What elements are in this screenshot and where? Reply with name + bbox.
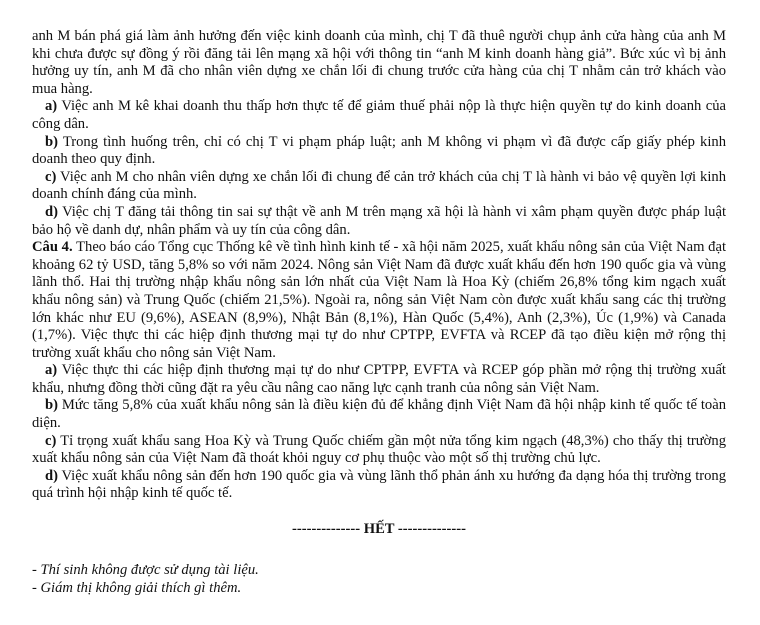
statement-label: a) [45, 98, 58, 115]
statement-text: Việc anh M kê khai doanh thu thấp hơn thực tế để giảm thuế phải nộp là thực hiện quyền tự do kinh doanh của công dân. [32, 98, 726, 132]
statement-label: a) [45, 362, 58, 379]
question-4-passage [32, 239, 726, 362]
question-4-statement-a [32, 362, 726, 397]
statement-text: Việc xuất khẩu nông sản đến hơn 190 quốc gia và vùng lãnh thổ phản ánh xu hướng đa dạng hóa thị trường trong quá trình hội nhập kinh tế quốc tế. [32, 467, 726, 502]
exam-notes [32, 561, 726, 597]
question-4-label: Câu 4. [32, 239, 73, 256]
question-3-statement-d [32, 204, 726, 239]
statement-text: Việc anh M cho nhân viên dựng xe chắn lối đi chung để cản trở khách của chị T là hành vi bảo vệ quyền lợi kinh doanh chính đáng của mình. [32, 168, 726, 203]
note-item: - Thí sinh không được sử dụng tài liệu. [32, 561, 259, 578]
statement-text: Tỉ trọng xuất khẩu sang Hoa Kỳ và Trung Quốc chiếm gần một nửa tổng kim ngạch (48,3%) cho thấy thị trường xuất khẩu nông sản của Việt Nam đã thoát khỏi nguy cơ phụ thuộc vào một số thị trường chủ lực. [32, 432, 726, 467]
statement-text: Mức tăng 5,8% của xuất khẩu nông sản là điều kiện đủ để khẳng định Việt Nam đã hội nhập kinh tế quốc tế toàn diện. [32, 397, 726, 432]
question-3-statement-b [32, 134, 726, 169]
statement-label: c) [45, 432, 57, 449]
statement-label: d) [45, 203, 58, 220]
question-4-text: Theo báo cáo Tổng cục Thống kê về tình hình kinh tế - xã hội năm 2025, xuất khẩu nông sản của Việt Nam đạt khoảng 62 tỷ USD, tăng 5,8% so với năm 2024. Nông sản Việt Nam đã được xuất khẩu đến hơn 190 quốc gia và vùng lãnh thổ. Hai thị trường nhập khẩu nông sản lớn nhất của Việt Nam là Hoa Kỳ (chiếm 26,8% tổng kim ngạch xuất khẩu nông sản) và Trung Quốc (chiếm 21,5%). Ngoài ra, nông sản Việt Nam còn được xuất khẩu sang các thị trường lớn khác như EU (9,6%), ASEAN (8,9%), Nhật Bản (8,1%), Hàn Quốc (5,4%), Anh (2,3%), Úc (1,9%) và Canada (1,7%). Việc thực thi các hiệp định thương mại tự do như CPTPP, EVFTA và RCEP đã tạo điều kiện mở rộng thị trường xuất khẩu cho nông sản Việt Nam. [32, 239, 727, 361]
statement-text: Việc chị T đăng tải thông tin sai sự thật về anh M trên mạng xã hội là hành vi xâm phạm quyền được pháp luật bảo hộ về danh dự, nhân phẩm và uy tín của công dân. [32, 203, 726, 238]
question-4-statement-c [32, 433, 726, 468]
end-marker: -------------- HẾT -------------- [292, 521, 466, 538]
question-4-statement-b [32, 397, 726, 432]
question-3-statement-a [32, 98, 726, 133]
question-3-scenario: anh M bán phá giá làm ảnh hưởng đến việc kinh doanh của mình, chị T đã thuê người chụp ảnh cửa hàng của anh M khi chưa được sự đồng ý rồi đăng tải lên mạng xã hội với thông tin “anh M kinh doanh hàng giả”. Bức xúc vì bị ảnh hưởng uy tín, anh M đã cho nhân viên dựng xe chắn lối đi chung trước cửa hàng của chị T nhằm cản trở khách vào mua hàng. [32, 28, 726, 97]
question-4-statement-d [32, 468, 726, 503]
statement-text: Trong tình huống trên, chỉ có chị T vi phạm pháp luật; anh M không vi phạm vì đã được cấp giấy phép kinh doanh theo quy định. [32, 133, 726, 168]
question-3-statement-c [32, 169, 726, 204]
statement-label: b) [45, 133, 58, 150]
statement-text: Việc thực thi các hiệp định thương mại tự do như CPTPP, EVFTA và RCEP góp phần mở rộng thị trường xuất khẩu, nhưng đồng thời cũng đặt ra yêu cầu nâng cao năng lực cạnh tranh của nông sản Việt Nam. [32, 362, 726, 396]
statement-label: c) [45, 168, 57, 185]
statement-label: d) [45, 467, 58, 484]
statement-label: b) [45, 397, 58, 414]
note-item: - Giám thị không giải thích gì thêm. [32, 579, 242, 596]
